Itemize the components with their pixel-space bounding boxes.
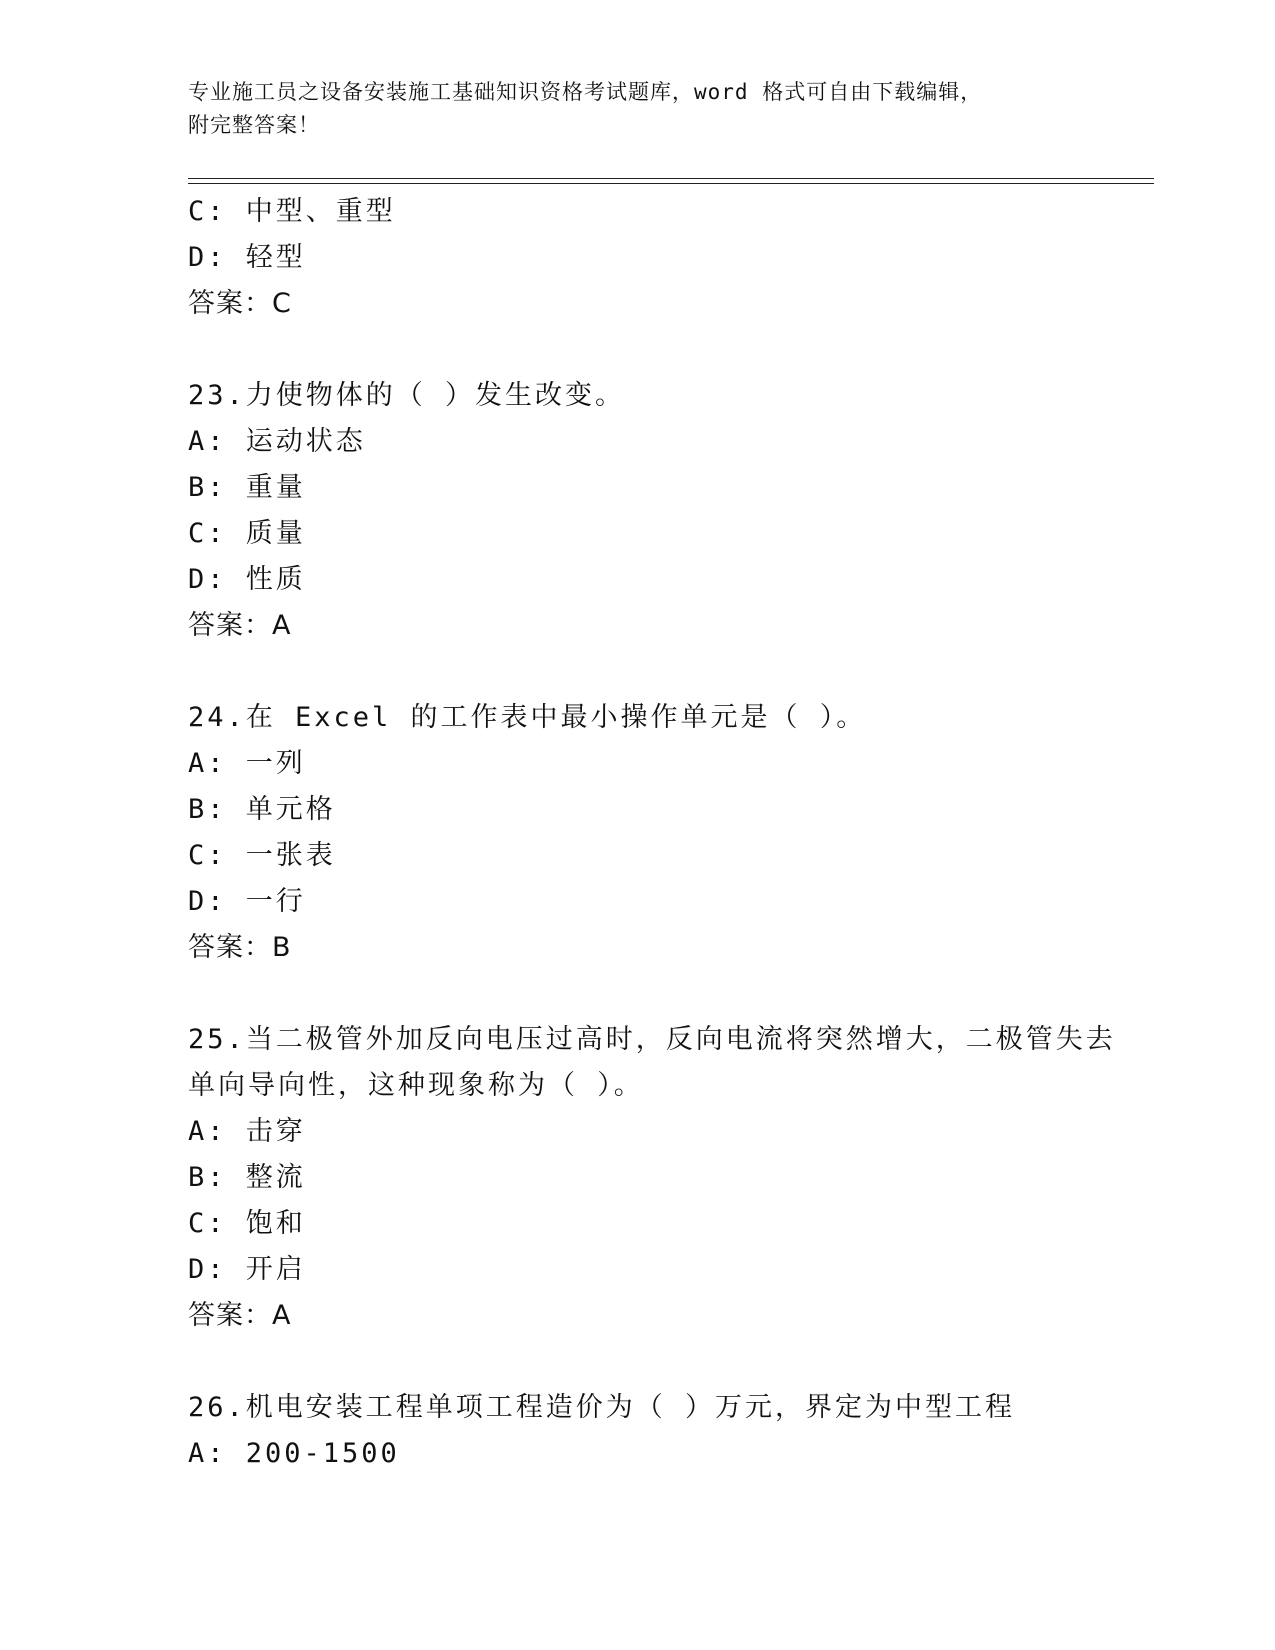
question-block-22: [188, 189, 1154, 327]
question-block-26: [188, 1385, 1154, 1477]
option-a: A: 击穿: [188, 1116, 306, 1147]
question-text: 24.在 Excel 的工作表中最小操作单元是（ ）。: [188, 702, 867, 733]
option-b: B: 整流: [188, 1162, 306, 1193]
document-header: [188, 76, 1078, 142]
question-spacer: [188, 971, 1154, 1017]
option-d: D: 轻型: [188, 242, 306, 273]
question-spacer: [188, 1339, 1154, 1385]
option-d: D: 性质: [188, 564, 306, 595]
header-title-line-1: 专业施工员之设备安装施工基础知识资格考试题库，word 格式可自由下载编辑，: [188, 80, 983, 104]
answer-line: 答案：A: [188, 610, 292, 641]
option-c: C: 质量: [188, 518, 306, 549]
header-title-line-2: 附完整答案！: [188, 113, 320, 137]
question-block-23: [188, 373, 1154, 649]
option-d: D: 一行: [188, 886, 306, 917]
option-b: B: 重量: [188, 472, 306, 503]
option-c: C: 一张表: [188, 840, 336, 871]
question-spacer: [188, 327, 1154, 373]
question-list: [188, 189, 1154, 1477]
header-divider-top: [188, 178, 1154, 179]
option-a: A: 一列: [188, 748, 306, 779]
option-c: C: 饱和: [188, 1208, 306, 1239]
option-a: A: 200-1500: [188, 1438, 400, 1469]
question-text: 23.力使物体的（ ）发生改变。: [188, 380, 626, 411]
answer-line: 答案：B: [188, 932, 292, 963]
option-c: C: 中型、重型: [188, 196, 396, 227]
option-b: B: 单元格: [188, 794, 336, 825]
answer-line: 答案：C: [188, 288, 292, 319]
question-block-25: [188, 1017, 1154, 1339]
question-text-line-1: 25.当二极管外加反向电压过高时，反向电流将突然增大，二极管失去: [188, 1024, 1116, 1055]
header-divider-bottom: [188, 183, 1154, 184]
answer-line: 答案：A: [188, 1300, 292, 1331]
question-text: 26.机电安装工程单项工程造价为（ ）万元，界定为中型工程: [188, 1392, 1016, 1423]
question-spacer: [188, 649, 1154, 695]
question-text-line-2: 单向导向性，这种现象称为（ ）。: [188, 1070, 644, 1101]
option-d: D: 开启: [188, 1254, 306, 1285]
option-a: A: 运动状态: [188, 426, 366, 457]
question-block-24: [188, 695, 1154, 971]
